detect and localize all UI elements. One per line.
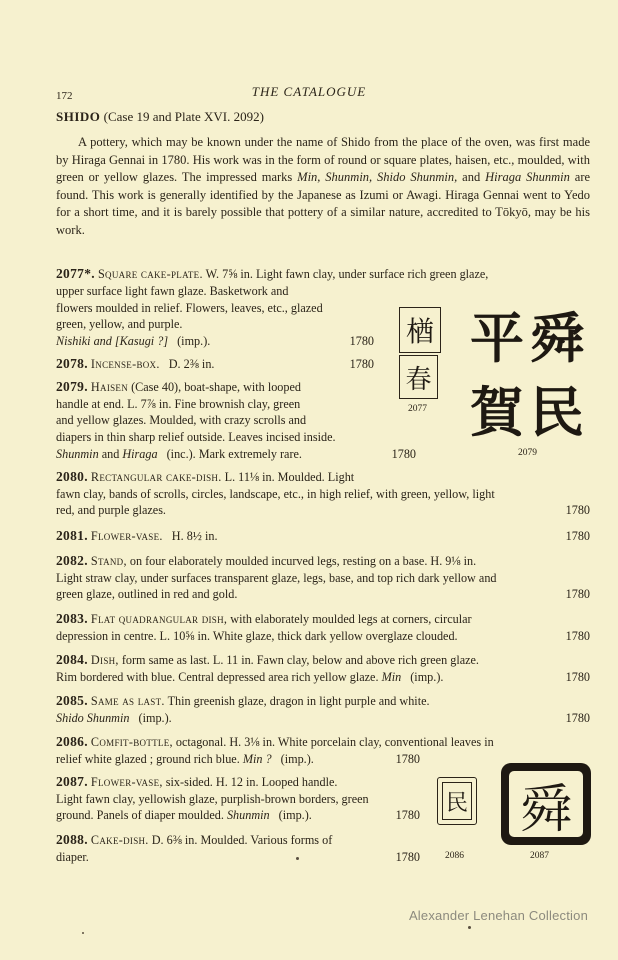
mark-label-2087: 2087	[530, 851, 549, 861]
entry-2085: 2085. Same as last. Thin greenish glaze, dragon in light purple and white. Shido Shunmin (imp.). 1780	[56, 693, 590, 725]
entry-2078: 2078. Incense-box. D. 2⅜ in. 1780	[56, 356, 374, 371]
page-number: 172	[56, 90, 73, 102]
incised-mark-2079-min: 民	[530, 381, 584, 444]
entry-2084: 2084. Dish, form same as last. L. 11 in. Fawn clay, below and above rich green glaze. Rim bordered with blue. Central depressed area rich yellow glaze. Min (imp.). 1780	[56, 652, 590, 684]
section-title: SHIDO	[56, 109, 101, 124]
seal-mark-2086	[437, 777, 477, 825]
mark-label-2086: 2086	[445, 851, 464, 861]
collection-watermark: Alexander Lenehan Collection	[408, 908, 588, 923]
seal-mark-2077-a: 楢	[399, 307, 441, 353]
section-heading	[56, 109, 264, 125]
incised-mark-2079-hira: 平	[470, 307, 524, 370]
seal-mark-2086-inner: 民	[442, 782, 472, 820]
entry-2086: 2086. Comfit-bottle, octagonal. H. 3⅛ in. White porcelain clay, conventional leaves in	[56, 734, 494, 749]
mark-label-2077: 2077	[408, 404, 427, 414]
margin-speck-left	[82, 932, 84, 934]
entry-2088: 2088. Cake-dish. D. 6⅜ in. Moulded. Various forms of diaper. 1780	[56, 832, 420, 864]
section-subtitle: (Case 19 and Plate XVI. 2092)	[103, 109, 264, 124]
entry-2086-cont: relief white glazed ; ground rich blue. Min ? (imp.). 1780	[56, 752, 420, 766]
mark-label-2079: 2079	[518, 448, 537, 458]
entry-2079-cont: diapers in thin sharp relief outside. Leaves incised inside. Shunmin and Hiraga (inc.). Mark extremely rare. 1780	[56, 430, 416, 461]
entry-2079: 2079. Haisen (Case 40), boat-shape, with looped handle at end. L. 7⅞ in. Fine brownish clay, green and yellow glazes. Moulded, with crazy scrolls and	[56, 379, 307, 428]
incised-mark-2079-shun: 舜	[530, 307, 584, 370]
entry-2083: 2083. Flat quadrangular dish, with elaborately moulded legs at corners, circular depression in centre. L. 10⅝ in. White glaze, thick dark yellow overglaze clouded. 1780	[56, 611, 590, 643]
incised-mark-2079-ga: 賀	[470, 381, 524, 444]
seal-mark-2087	[501, 763, 591, 845]
seal-mark-2087-glyph: 舜	[509, 771, 583, 837]
entry-2087: 2087. Flower-vase, six-sided. H. 12 in. Looped handle. Light fawn clay, yellowish glaze, purplish-brown borders, green ground. Panels of diaper moulded. Shunmin (imp.). 1780	[56, 774, 420, 823]
seal-mark-2077-b: 春	[399, 355, 438, 399]
intro-paragraph: A pottery, which may be known under the name of Shido from the place of the oven, was first made by Hiraga Gennai in 1780. His work was in the form of round or square plates, haisen, etc., moulded, with green or yellow glazes. The impressed marks Min, Shunmin, Shido Shunmin, and Hiraga Shunmin are found. This work is generally identified by the Japanese as Izumi or Awagi. Hiraga Gennai went to Yedo for a short time, and it is barely possible that pottery of a similar nature, accredited to Tōkyō, may be his work.	[56, 135, 591, 237]
printer-dot	[296, 857, 299, 860]
entry-2081: 2081. Flower-vase. H. 8½ in. 1780	[56, 528, 590, 543]
entry-2077: 2077*. Square cake-plate. W. 7⅝ in. Light fawn clay, under surface rich green glaze,	[56, 266, 489, 281]
margin-speck-right	[468, 926, 471, 929]
entry-2082: 2082. Stand, on four elaborately moulded incurved legs, resting on a base. H. 9⅛ in. Light straw clay, under surfaces transparent glaze, legs, base, and top rich dark yellow and green glaze, outlined in red and gold. 1780	[56, 553, 590, 602]
entry-2080: 2080. Rectangular cake-dish. L. 11⅛ in. Moulded. Light fawn clay, bands of scrolls, circles, landscape, etc., in high relief, with green, yellow, light red, and purple glazes. 1780	[56, 469, 590, 518]
entry-2077-cont: upper surface light fawn glaze. Basketwork and flowers moulded in relief. Flowers, leaves, etc., glazed green, yellow, and purple. Nishiki and [Kasugi ?] (imp.). 1780	[56, 284, 374, 348]
running-head: THE CATALOGUE	[251, 84, 367, 99]
